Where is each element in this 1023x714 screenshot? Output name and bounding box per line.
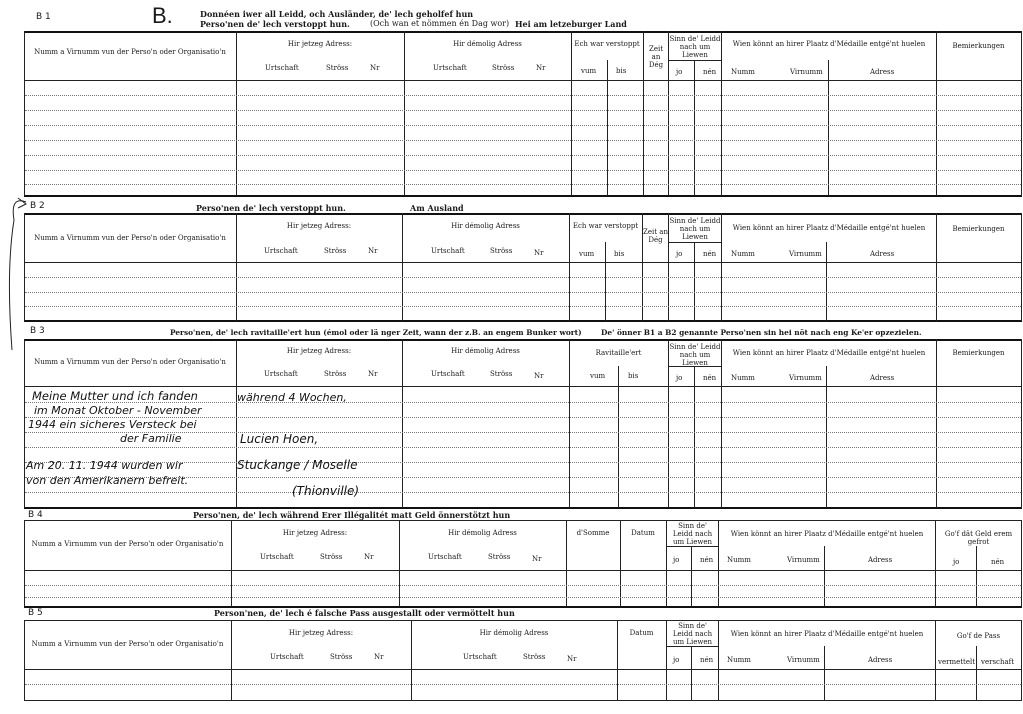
b1-former-street: Ströss [492,64,515,72]
b3-firstname: Virnumm [789,374,822,382]
handwriting-line6: von den Amerikanern befreit. [26,474,189,487]
b2-zeit-header: Zeit an Dég [643,228,668,244]
b2-to: bis [614,250,625,258]
handwriting-host-name: Lucien Hoen, [240,432,319,446]
b5-former-street: Ströss [523,653,546,661]
b5-name-header: Numm a Virnumm vun der Perso'n oder Organisatio'n [31,640,224,648]
b4-money-no: nén [991,558,1005,566]
b3-nr: Nr [368,370,378,378]
b1-remarks-header: Bemierkungen [952,42,1005,50]
b1-title-line1: Donnéen iwer all Leidd, och Ausländer, de' lech geholfef hun [200,9,474,19]
b5-former-nr: Nr [567,655,577,663]
b5-danger-header: Sinn de' Leidd nach um Liewen [672,622,713,646]
b2-hidden-period-header: Ech war verstoppt [572,222,639,230]
b3-title-note: De' önner B1 a B2 genannte Perso'nen sin hei nöt nach eng Ke'er opzezielen. [601,328,922,337]
handwriting-period: während 4 Wochen, [237,391,347,404]
b2-name-header: Numm a Virnumm vun der Perso'n oder Organisatio'n [34,234,226,242]
b5-firstname: Virnumm [787,656,820,664]
b3-current-address-header: Hir jetzeg Adress: [286,347,352,355]
b3-name-header: Numm a Virnumm vun der Perso'n oder Organisatio'n [34,358,226,366]
b2-danger-header: Sinn de' Leidd nach um Liewen [669,217,721,241]
b4-former-street: Ströss [488,553,511,561]
margin-pen-mark [0,190,28,360]
section-label-b5: B 5 [28,608,43,618]
b2-yes: jo [676,250,683,258]
stamp-letter: B. [152,3,173,28]
b4-former-nr: Nr [532,555,542,563]
handwriting-host-town: Stuckange / Moselle [237,458,358,472]
b5-title: Person'nen, de' lech é falsche Pass ausgestallt oder vermöttelt hun [214,608,515,618]
b2-locality: Urtschaft [264,247,298,255]
b2-former-address-header: Hir démolig Adress [451,222,520,230]
b2-no: nén [703,250,717,258]
b2-surname: Numm [731,250,755,258]
b2-from: vum [579,250,595,258]
section-label-b1: B 1 [36,12,51,22]
b4-sum-header: d'Somme [576,529,610,537]
b1-firstname: Virnumm [790,68,823,76]
b3-yes: jo [676,374,683,382]
b5-procured: verschaft [981,658,1015,666]
b3-medal-header: Wien könnt an hirer Plaatz d'Médaille entgé'nt huelen [732,349,926,357]
handwriting-line5: Am 20. 11. 1944 wurden wir [26,459,183,472]
b3-no: nén [703,374,717,382]
b2-current-address-header: Hir jetzeg Adress: [286,222,352,230]
b1-danger-header: Sinn de' Leidd nach um Liewen [669,35,721,59]
b4-danger-header: Sinn de' Leidd nach um Liewen [672,522,713,546]
b5-yes: jo [673,656,680,664]
b1-hidden-period-header: Ech war verstoppt [574,40,640,48]
b1-title-note: (Och wan et nömmen én Dag wor) [370,19,510,28]
section-label-b4: B 4 [28,510,43,520]
b1-address: Adress [870,68,895,76]
b4-title: Perso'nen, de' lech während Erer Illégalitét matt Geld önnerstötzt hun [193,510,511,520]
b5-surname: Numm [727,656,751,664]
b2-title-place: Am Ausland [410,203,464,213]
b2-title: Perso'nen de' lech verstoppt hun. [196,203,346,213]
b4-no: nén [700,556,714,564]
b1-nr: Nr [370,64,380,72]
section-label-b3: B 3 [30,326,45,336]
b5-street: Ströss [330,653,353,661]
b2-firstname: Virnumm [789,250,822,258]
b5-medal-header: Wien könnt an hirer Plaatz d'Médaille entgé'nt huelen [730,630,924,638]
b3-address: Adress [870,374,895,382]
b1-former-address-header: Hir démolig Adress [453,40,522,48]
handwriting-line1: Meine Mutter und ich fanden [32,389,198,403]
handwriting-line4: der Familie [120,432,182,445]
b4-date-header: Datum [631,529,655,537]
handwriting-host-region: (Thionville) [292,484,360,498]
b2-street: Ströss [324,247,347,255]
b5-delivered: vermettelt [938,658,976,666]
b4-locality: Urtschaft [260,553,294,561]
b2-address: Adress [870,250,895,258]
b4-name-header: Numm a Virnumm vun der Perso'n oder Organisatio'n [31,540,224,548]
b5-former-address-header: Hir démolig Adress [479,629,549,637]
b4-street: Ströss [320,553,343,561]
b1-former-locality: Urtschaft [433,64,467,72]
b3-former-locality: Urtschaft [431,370,465,378]
b5-pass-header: Go'f de Pass [956,632,1001,640]
b2-nr: Nr [368,247,378,255]
b1-title-line2: Perso'nen de' lech verstoppt hun. [200,19,350,29]
b3-street: Ströss [324,370,347,378]
b1-current-address-header: Hir jetzeg Adress: [287,40,353,48]
b5-date-header: Datum [629,629,654,637]
b4-former-locality: Urtschaft [428,553,462,561]
b4-nr: Nr [364,553,374,561]
b5-address: Adress [868,656,893,664]
b4-money-header: Go'f dât Geld erem gefrot [944,530,1013,546]
b4-yes: jo [673,556,680,564]
b3-ravitailled-header: Ravitaille'ert [595,349,642,357]
b4-current-address-header: Hir jetzeg Adress: [282,529,348,537]
handwriting-line2: im Monat Oktober - November [34,404,202,417]
b1-surname: Numm [731,68,755,76]
b3-locality: Urtschaft [264,370,298,378]
b4-firstname: Virnumm [787,556,820,564]
b2-remarks-header: Bemierkungen [952,225,1005,233]
handwriting-line3: 1944 ein sicheres Versteck bei [28,418,197,431]
b2-former-street: Ströss [490,247,513,255]
b1-title-place: Hei am letzeburger Land [515,19,627,29]
b4-medal-header: Wien könnt an hirer Plaatz d'Médaille entgé'nt huelen [730,530,924,538]
b1-medal-header: Wien könnt an hirer Plaatz d'Médaille entgé'nt huelen [732,40,926,48]
b1-yes: jo [676,68,683,76]
b3-former-nr: Nr [534,372,544,380]
b4-surname: Numm [727,556,751,564]
b3-former-street: Ströss [490,370,513,378]
b3-former-address-header: Hir démolig Adress [451,347,520,355]
b3-title: Perso'nen, de' lech ravitaille'ert hun (émol oder lä nger Zeit, wann der z.B. an engem Bunker wort) [170,328,582,337]
b3-danger-header: Sinn de' Leidd nach um Liewen [669,343,721,367]
b1-zeit-header: Zeit an Dég [648,45,664,69]
b1-no: nén [703,68,717,76]
b5-locality: Urtschaft [270,653,304,661]
b1-locality: Urtschaft [265,64,299,72]
b3-to: bis [628,372,639,380]
b1-former-nr: Nr [536,64,546,72]
b4-former-address-header: Hir démolig Adress [448,529,517,537]
b5-no: nén [700,656,714,664]
b3-remarks-header: Bemierkungen [952,349,1005,357]
b1-from: vum [581,67,597,75]
b2-former-nr: Nr [534,249,544,257]
b1-street: Ströss [326,64,349,72]
b4-address: Adress [868,556,893,564]
b5-current-address-header: Hir jetzeg Adress: [288,629,354,637]
b1-to: bis [616,67,627,75]
b1-name-header: Numm a Virnumm vun der Perso'n oder Organisatio'n [34,48,226,56]
b2-medal-header: Wien könnt an hirer Plaatz d'Médaille entgé'nt huelen [732,224,926,232]
b2-former-locality: Urtschaft [431,247,465,255]
b3-surname: Numm [731,374,755,382]
section-label-b2: B 2 [30,201,45,211]
b5-nr: Nr [374,653,384,661]
b4-money-yes: jo [953,558,960,566]
b3-from: vum [590,372,606,380]
b5-former-locality: Urtschaft [463,653,497,661]
